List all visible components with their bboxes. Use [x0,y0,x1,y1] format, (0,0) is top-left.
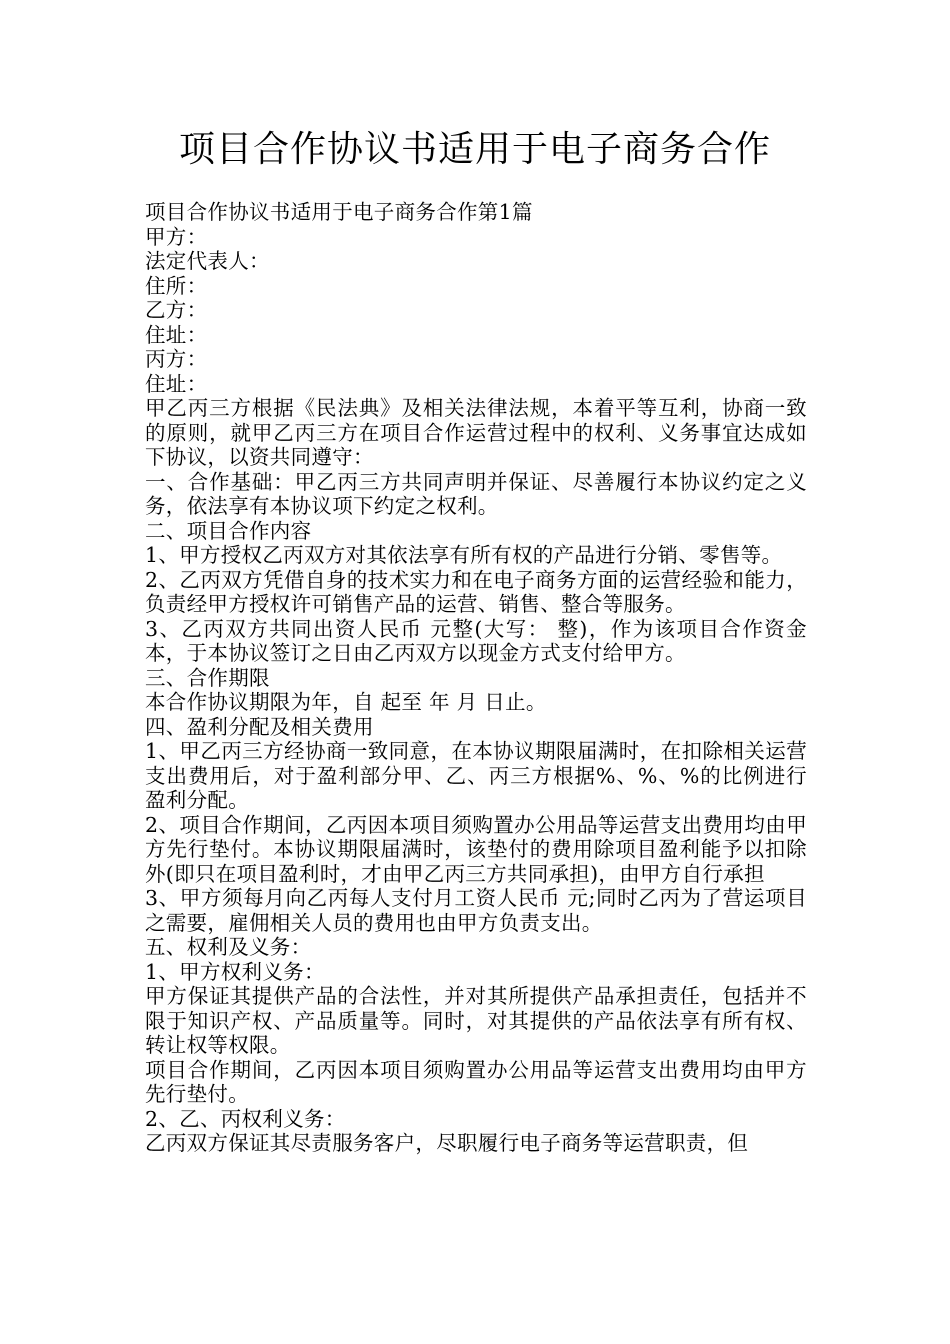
document-paragraph: 3、甲方须每月向乙丙每人支付月工资人民币 元;同时乙丙为了营运项目之需要，雇佣相关人员的费用也由甲方负责支出。 [145,886,807,935]
document-paragraph: 住所： [145,273,208,298]
document-paragraph: 法定代表人： [145,249,270,273]
document-paragraph: 项目合作协议书适用于电子商务合作第1篇 [145,200,533,224]
document-paragraph: 乙丙双方保证其尽责服务客户，尽职履行电子商务等运营职责，但 [145,1131,749,1155]
document-paragraph: 住址： [145,322,208,347]
document-paragraph: 一、合作基础：甲乙丙三方共同声明并保证、尽善履行本协议约定之义务，依法享有本协议项下约定之权利。 [145,469,807,518]
document-paragraph: 住址： [145,371,208,396]
document-body [145,200,807,1156]
document-paragraph: 1、甲方授权乙丙双方对其依法享有所有权的产品进行分销、零售等。 [145,543,783,567]
document-paragraph: 3、乙丙双方共同出资人民币 元整(大写： 整)，作为该项目合作资金本，于本协议签订之日由乙丙双方以现金方式支付给甲方。 [145,616,807,665]
document-paragraph: 项目合作期间，乙丙因本项目须购置办公用品等运营支出费用均由甲方先行垫付。 [145,1057,807,1106]
document-paragraph: 四、盈利分配及相关费用 [145,714,374,739]
document-paragraph: 乙方： [145,298,208,322]
document-paragraph: 三、合作期限 [145,665,270,690]
document-paragraph: 甲乙丙三方根据《民法典》及相关法律法规，本着平等互利，协商一致的原则，就甲乙丙三方在项目合作运营过程中的权利、义务事宜达成如下协议，以资共同遵守： [145,396,807,469]
document-paragraph: 五、权利及义务： [145,935,312,959]
document-paragraph: 甲方保证其提供产品的合法性，并对其所提供产品承担责任，包括并不限于知识产权、产品质量等。同时，对其提供的产品依法享有所有权、转让权等权限。 [145,984,807,1057]
document-title: 项目合作协议书适用于电子商务合作 [178,129,771,170]
document-paragraph: 丙方： [145,347,208,371]
document-paragraph: 1、甲乙丙三方经协商一致同意，在本协议期限届满时，在扣除相关运营支出费用后，对于盈利部分甲、乙、丙三方根据%、%、%的比例进行盈利分配。 [145,739,807,812]
document-paragraph: 二、项目合作内容 [145,518,312,543]
document-paragraph: 2、项目合作期间，乙丙因本项目须购置办公用品等运营支出费用均由甲方先行垫付。本协议期限届满时，该垫付的费用除项目盈利能予以扣除外(即只在项目盈利时，才由甲乙丙三方共同承担)，由甲方自行承担 [145,812,807,886]
document-paragraph: 本合作协议期限为年，自 起至 年 月 日止。 [145,690,547,714]
document-paragraph: 2、乙丙双方凭借自身的技术实力和在电子商务方面的运营经验和能力，负责经甲方授权许可销售产品的运营、销售、整合等服务。 [145,567,807,616]
document-paragraph: 2、乙、丙权利义务： [145,1106,346,1131]
document-paragraph: 甲方： [145,224,208,249]
document-paragraph: 1、甲方权利义务： [145,959,325,984]
